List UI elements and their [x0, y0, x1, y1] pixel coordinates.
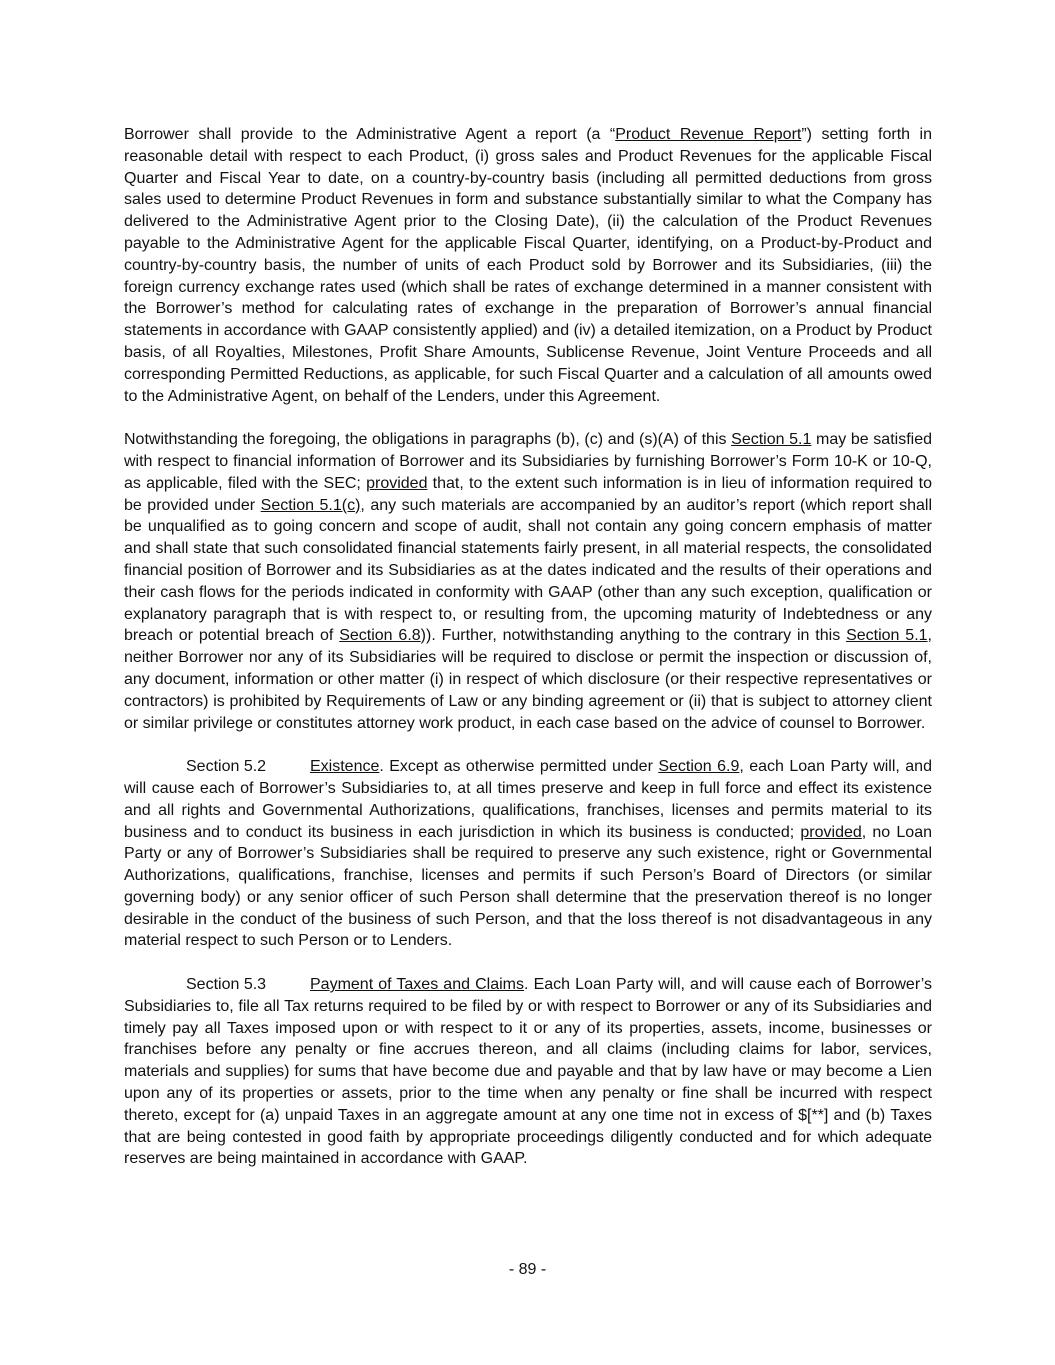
text-run: . Each Loan Party will, and will cause each of Borrower’s Subsidiaries to, file all Tax returns required to be filed by or with respect to Borrower or any of its Subsidiaries and timely pay all Taxes imposed upon or with respect to it or any of its properties, assets, income, businesses or franchises before any penalty or fine accrues thereon, and all claims (including claims for labor, services, materials and supplies) for sums that have become due and payable and that by law have or may become a Lien upon any of its properties or assets, prior to the time when any penalty or fine shall be incurred with respect thereto, except for (a) unpaid Taxes in an aggregate amount at any one time not in excess of $[**] and (b) Taxes that are being contested in good faith by appropriate proceedings diligently conducted and for which adequate reserves are being maintained in accordance with GAAP. [124, 976, 933, 1168]
text-run: Borrower shall provide to the Administrative Agent a report (a “ [124, 126, 616, 143]
paragraph-notwithstanding [124, 429, 932, 734]
paragraph-product-revenue-report [124, 124, 932, 407]
cross-reference-section-5-1-c: Section 5.1(c) [260, 496, 361, 514]
text-run: ”) setting forth in reasonable detail with respect to each Product, (i) gross sales and Product Revenues for the applicable Fiscal Quarter and Fiscal Year to date, on a country-by-country basis (including all permitted deductions from gross sales used to determine Product Revenues in form and substance substantially similar to what the Company has delivered to the Administrative Agent prior to the Closing Date), (ii) the calculation of the Product Revenues payable to the Administrative Agent for the applicable Fiscal Quarter, identifying, on a Product-by-Product and country-by-country basis, the number of units of each Product sold by Borrower and its Subsidiaries, (iii) the foreign currency exchange rates used (which shall be rates of exchange determined in a manner consistent with the Borrower’s method for calculating rates of exchange in the preparation of Borrower’s annual financial statements in accordance with GAAP consistently applied) and (iv) a detailed itemization, on a Product by Product basis, of all Royalties, Milestones, Profit Share Amounts, Sublicense Revenue, Joint Venture Proceeds and all corresponding Permitted Reductions, as applicable, for such Fiscal Quarter and a calculation of all amounts owed to the Administrative Agent, on behalf of the Lenders, under this Agreement. [124, 126, 932, 405]
defined-term-product-revenue-report: Product Revenue Report [615, 126, 802, 143]
page-body [124, 124, 932, 1192]
section-number: Section 5.2 [186, 758, 267, 776]
text-run: , no Loan Party or any of Borrower’s Subsidiaries shall be required to preserve any such existence, right or Governmental Authorizations, qualifications, franchise, licenses and permits if such Person’s Board of Directors (or similar governing body) or any senior officer of such Person shall determine that the preservation thereof is no longer desirable in the conduct of the business of such Person, and that the loss thereof is not disadvantageous in any material respect to such Person or to Lenders. [124, 823, 932, 950]
text-run: may be satisfied with respect to financial information of Borrower and its Subsidiaries by furnishing Borrower’s Form 10-K or 10-Q, as applicable, filed with the SEC; [124, 431, 932, 492]
page-number: - 89 - [508, 1261, 547, 1278]
cross-reference-section-6-9: Section 6.9 [658, 758, 740, 776]
section-number: Section 5.3 [186, 976, 267, 994]
cross-reference-section-6-8: Section 6.8 [339, 627, 421, 645]
cross-reference-section-5-1: Section 5.1 [846, 627, 928, 645]
provided-term: provided [366, 474, 428, 492]
text-run: . Except as otherwise permitted under [379, 758, 659, 776]
text-run: , neither Borrower nor any of its Subsidiaries will be required to disclose or permit the inspection or discussion of, any document, information or other matter (i) in respect of which disclosure (or their respective representatives or contractors) is prohibited by Requirements of Law or any binding agreement or (ii) that is subject to attorney client or similar privilege or constitutes attorney work product, in each case based on the advice of counsel to Borrower. [124, 627, 932, 732]
text-run: , any such materials are accompanied by an auditor’s report (which report shall be unqualified as to going concern and scope of audit, shall not contain any going concern emphasis of matter and shall state that such consolidated financial statements fairly present, in all material respects, the consolidated financial position of Borrower and its Subsidiaries as at the dates indicated and the results of their operations and their cash flows for the periods indicated in conformity with GAAP (other than any such exception, qualification or explanatory paragraph that is with respect to, or resulting from, the upcoming maturity of Indebtedness or any breach or potential breach of [124, 496, 933, 645]
section-5-2-existence [124, 756, 932, 952]
provided-term: provided [800, 823, 862, 841]
section-title: Payment of Taxes and Claims [310, 976, 525, 994]
text-run: )). Further, notwithstanding anything to the contrary in this [420, 627, 847, 645]
section-5-3-payment-of-taxes [124, 974, 932, 1170]
text-run: Notwithstanding the foregoing, the obligations in paragraphs (b), (c) and (s)(A) of this [124, 431, 732, 449]
section-title: Existence [310, 758, 380, 776]
text-run: , each Loan Party will, and will cause each of Borrower’s Subsidiaries to, at all times preserve and keep in full force and effect its existence and all rights and Governmental Authorizations, qualifications, franchises, licenses and permits material to its business and to conduct its business in each jurisdiction in which its business is conducted; [124, 758, 932, 841]
text-run: that, to the extent such information is in lieu of information required to be provided under [124, 474, 932, 514]
cross-reference-section-5-1: Section 5.1 [731, 431, 812, 449]
